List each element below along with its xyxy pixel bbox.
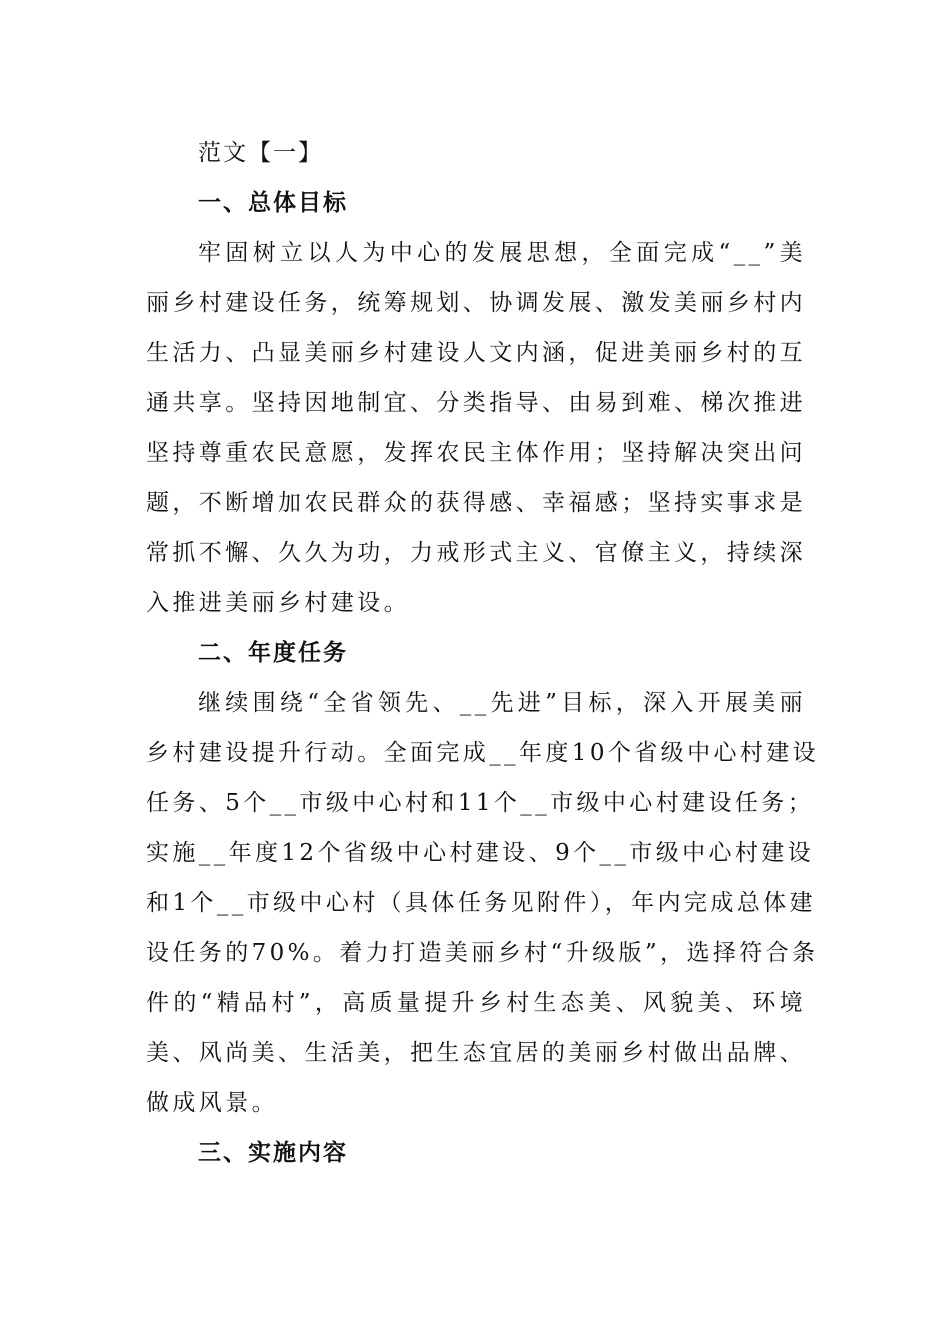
paragraph-line: 乡村建设提升行动。全面完成__年度10个省级中心村建设 <box>146 740 820 766</box>
paragraph-line: 任务、5个__市级中心村和11个__市级中心村建设任务； <box>146 790 815 816</box>
paragraph-line: 题，不断增加农民群众的获得感、幸福感；坚持实事求是 <box>146 490 806 516</box>
paragraph-annual-tasks <box>146 678 820 1128</box>
section-heading-implementation: 三、实施内容 <box>198 1139 348 1166</box>
paragraph-line: 设任务的70%。着力打造美丽乡村“升级版”，选择符合条 <box>146 940 819 966</box>
paragraph-line: 继续围绕“全省领先、__先进”目标，深入开展美丽 <box>198 690 806 716</box>
paragraph-line: 实施__年度12个省级中心村建设、9个__市级中心村建设 <box>146 840 815 866</box>
paragraph-line: 生活力、凸显美丽乡村建设人文内涵，促进美丽乡村的互 <box>146 340 806 366</box>
section-heading-overall-goal: 一、总体目标 <box>198 189 348 216</box>
paragraph-line: 坚持尊重农民意愿，发挥农民主体作用；坚持解决突出问 <box>146 440 806 466</box>
paragraph-line: 常抓不懈、久久为功，力戒形式主义、官僚主义，持续深 <box>146 540 806 566</box>
paragraph-line: 美、风尚美、生活美，把生态宜居的美丽乡村做出品牌、 <box>146 1040 806 1066</box>
paragraph-line: 通共享。坚持因地制宜、分类指导、由易到难、梯次推进 <box>146 390 806 416</box>
document-body <box>146 128 820 1178</box>
section-heading-annual-tasks: 二、年度任务 <box>198 639 348 666</box>
paragraph-line: 丽乡村建设任务，统筹规划、协调发展、激发美丽乡村内 <box>146 290 806 316</box>
paragraph-line: 件的“精品村”，高质量提升乡村生态美、风貌美、环境 <box>146 990 806 1016</box>
paragraph-line: 入推进美丽乡村建设。 <box>146 590 410 616</box>
document-title: 范文【一】 <box>198 140 323 166</box>
paragraph-line: 牢固树立以人为中心的发展思想，全面完成“__”美 <box>198 240 806 266</box>
paragraph-overall-goal <box>146 228 806 628</box>
paragraph-line: 做成风景。 <box>146 1090 278 1116</box>
paragraph-line: 和1个__市级中心村（具体任务见附件），年内完成总体建 <box>146 890 816 916</box>
